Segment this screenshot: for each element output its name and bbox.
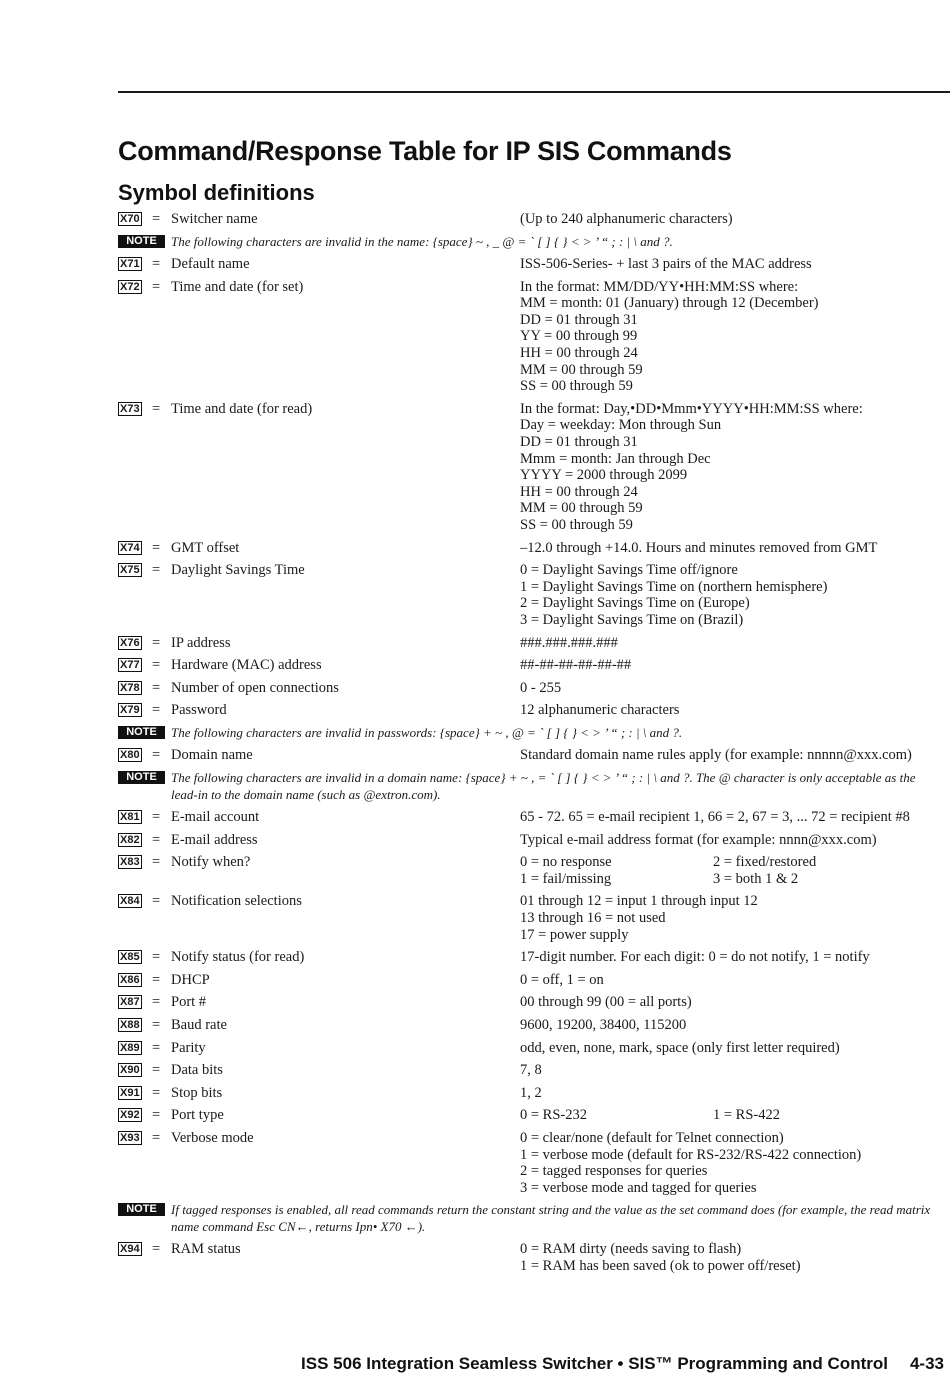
symbol-value	[520, 1241, 938, 1274]
value-line: DD = 01 through 31	[520, 434, 638, 451]
equals-sign: =	[152, 1084, 161, 1101]
value-line: 3 = verbose mode and tagged for queries	[520, 1179, 757, 1196]
symbol-label: Domain name	[171, 747, 253, 764]
symbol-value	[520, 540, 938, 557]
value-line: Day = weekday: Mon through Sun	[520, 417, 722, 434]
symbol-value	[520, 949, 938, 966]
symbol-value	[520, 854, 938, 887]
symbol-key: X94	[120, 1243, 140, 1256]
symbol-key: X80	[120, 749, 140, 762]
symbol-value	[520, 1130, 938, 1196]
value-cell: 1 = RS-422	[713, 1107, 780, 1124]
note-tag: NOTE	[118, 235, 165, 248]
symbol-value	[520, 401, 938, 534]
symbol-row	[118, 1062, 938, 1079]
symbol-value	[520, 1017, 938, 1034]
value-line: 0 = clear/none (default for Telnet connection)	[520, 1129, 784, 1146]
value-cell: 3 = both 1 & 2	[713, 870, 799, 887]
symbol-row	[118, 1017, 938, 1034]
note-text: If tagged responses is enabled, all read commands return the constant string and the value as the set command does (for example, the read matrix name command Esc CN←, returns Ipn• X70 ←).	[171, 1202, 931, 1234]
symbol-value	[520, 635, 938, 652]
value-line: odd, even, none, mark, space (only first letter required)	[520, 1039, 840, 1056]
symbol-key: X89	[120, 1041, 140, 1054]
section-title: Symbol definitions	[118, 180, 315, 205]
equals-sign: =	[152, 1129, 161, 1146]
equals-sign: =	[152, 1241, 161, 1258]
symbol-key: X82	[120, 833, 140, 846]
note-tag: NOTE	[118, 1203, 165, 1216]
symbol-label: Number of open connections	[171, 679, 339, 696]
symbol-key: X70	[120, 213, 140, 225]
symbol-value	[520, 1107, 938, 1124]
value-line: 1 = RAM has been saved (ok to power off/reset)	[520, 1257, 801, 1274]
symbol-label: GMT offset	[171, 539, 240, 556]
symbol-value	[520, 809, 938, 826]
value-line: –12.0 through +14.0. Hours and minutes removed from GMT	[520, 539, 878, 556]
equals-sign: =	[152, 657, 161, 674]
symbol-value	[520, 657, 938, 674]
symbol-row	[118, 279, 938, 395]
value-line: 7, 8	[520, 1062, 542, 1079]
symbol-label: Password	[171, 702, 227, 719]
value-line: MM = 00 through 59	[520, 500, 643, 517]
value-line: 1 = verbose mode (default for RS-232/RS-422 connection)	[520, 1146, 862, 1163]
value-line: SS = 00 through 59	[520, 517, 633, 533]
equals-sign: =	[152, 971, 161, 988]
symbol-row	[118, 972, 938, 989]
value-line: 00 through 99 (00 = all ports)	[520, 994, 692, 1011]
symbol-row	[118, 211, 938, 228]
value-line: 1, 2	[520, 1084, 542, 1101]
symbol-key: X83	[120, 856, 140, 869]
symbol-row	[118, 994, 938, 1011]
symbol-key: X76	[120, 636, 140, 649]
value-line: SS = 00 through 59	[520, 378, 633, 395]
symbol-value	[520, 1040, 938, 1057]
symbol-row	[118, 1040, 938, 1057]
symbol-definitions-list	[118, 211, 938, 1281]
equals-sign: =	[152, 679, 161, 696]
symbol-label: DHCP	[171, 971, 210, 988]
symbol-label: Baud rate	[171, 1016, 227, 1033]
symbol-row	[118, 635, 938, 652]
value-line: 12 alphanumeric characters	[520, 702, 680, 719]
value-line: 3 = Daylight Savings Time on (Brazil)	[520, 611, 744, 628]
page-title: Command/Response Table for IP SIS Commands	[118, 136, 732, 166]
value-line: 1 = Daylight Savings Time on (northern hemisphere)	[520, 578, 828, 595]
value-line: 2 = tagged responses for queries	[520, 1163, 708, 1180]
value-line: DD = 01 through 31	[520, 311, 638, 328]
symbol-row	[118, 680, 938, 697]
note-tag: NOTE	[118, 726, 165, 739]
value-line: 0 = Daylight Savings Time off/ignore	[520, 562, 738, 579]
symbol-value	[520, 279, 938, 395]
value-cell: 0 = no response	[520, 854, 612, 871]
equals-sign: =	[152, 562, 161, 579]
footer-text: ISS 506 Integration Seamless Switcher • SIS™ Programming and Control	[301, 1354, 888, 1373]
value-line: Standard domain name rules apply (for example: nnnnn@xxx.com)	[520, 747, 912, 764]
symbol-row	[118, 809, 938, 826]
symbol-key: X72	[120, 280, 140, 293]
symbol-row	[118, 1241, 938, 1274]
symbol-label: Default name	[171, 256, 250, 273]
value-line: Typical e-mail address format (for example: nnnn@xxx.com)	[520, 831, 877, 848]
value-line	[520, 1107, 938, 1124]
note-tag: NOTE	[118, 771, 165, 784]
equals-sign: =	[152, 1039, 161, 1056]
equals-sign: =	[152, 854, 161, 871]
value-line: MM = month: 01 (January) through 12 (December)	[520, 295, 819, 312]
page-number: 4-33	[909, 1354, 944, 1373]
note-row	[118, 725, 938, 742]
symbol-value	[520, 211, 938, 228]
value-line: ##-##-##-##-##-##	[520, 657, 632, 674]
value-line: 17-digit number. For each digit: 0 = do not notify, 1 = notify	[520, 949, 870, 966]
symbol-row	[118, 562, 938, 628]
value-line: HH = 00 through 24	[520, 483, 638, 500]
symbol-row	[118, 893, 938, 943]
symbol-label: Notification selections	[171, 893, 302, 910]
symbol-label: RAM status	[171, 1241, 241, 1258]
symbol-key: X78	[120, 681, 140, 694]
symbol-key: X75	[120, 564, 140, 577]
value-line: In the format: MM/DD/YY•HH:MM:SS where:	[520, 278, 799, 295]
value-line: In the format: Day,•DD•Mmm•YYYY•HH:MM:SS where:	[520, 400, 863, 417]
symbol-row	[118, 854, 938, 887]
value-cell: 0 = RS-232	[520, 1107, 587, 1124]
equals-sign: =	[152, 256, 161, 273]
note-text: The following characters are invalid in a domain name: {space} + ~ , = ` [ ] { } < > ’ “ ; : | \ and ?. The @ character is only acceptable as the lead-in to the domain name (such as @extron.com).	[171, 770, 916, 802]
symbol-label: Port type	[171, 1107, 224, 1124]
symbol-key: X84	[120, 895, 140, 908]
equals-sign: =	[152, 634, 161, 651]
value-line: YYYY = 2000 through 2099	[520, 467, 688, 484]
equals-sign: =	[152, 1062, 161, 1079]
value-line: (Up to 240 alphanumeric characters)	[520, 211, 733, 227]
symbol-row	[118, 1107, 938, 1124]
symbol-label: E-mail account	[171, 809, 260, 826]
value-line: YY = 00 through 99	[520, 328, 638, 345]
symbol-row	[118, 832, 938, 849]
symbol-value	[520, 893, 938, 943]
equals-sign: =	[152, 747, 161, 764]
symbol-row	[118, 401, 938, 534]
symbol-label: IP address	[171, 634, 231, 651]
symbol-label: Switcher name	[171, 211, 258, 227]
value-line: HH = 00 through 24	[520, 345, 638, 362]
symbol-row	[118, 657, 938, 674]
note-row	[118, 770, 938, 803]
value-line: 65 - 72. 65 = e-mail recipient 1, 66 = 2, 67 = 3, ... 72 = recipient #8	[520, 809, 910, 826]
symbol-label: Data bits	[171, 1062, 223, 1079]
equals-sign: =	[152, 400, 161, 417]
equals-sign: =	[152, 211, 161, 227]
value-line: 0 = off, 1 = on	[520, 971, 604, 988]
equals-sign: =	[152, 809, 161, 826]
symbol-value	[520, 562, 938, 628]
symbol-key: X93	[120, 1131, 140, 1144]
note-text: The following characters are invalid in the name: {space} ~ , _ @ = ` [ ] { } < > ’ “ ; : | \ and ?.	[171, 233, 673, 249]
equals-sign: =	[152, 539, 161, 556]
note-row	[118, 234, 938, 251]
symbol-value	[520, 747, 938, 764]
symbol-key: X88	[120, 1018, 140, 1031]
symbol-label: Parity	[171, 1039, 206, 1056]
symbol-value	[520, 832, 938, 849]
symbol-label: Port #	[171, 994, 207, 1011]
symbol-key: X81	[120, 811, 140, 824]
symbol-label: Stop bits	[171, 1084, 223, 1101]
note-row	[118, 1202, 938, 1235]
value-line: ###.###.###.###	[520, 634, 618, 651]
symbol-label: Time and date (for read)	[171, 400, 313, 417]
symbol-value	[520, 256, 938, 273]
value-line: Mmm = month: Jan through Dec	[520, 450, 711, 467]
equals-sign: =	[152, 994, 161, 1011]
value-line: 0 - 255	[520, 679, 562, 696]
symbol-label: Verbose mode	[171, 1129, 254, 1146]
value-cell: 2 = fixed/restored	[713, 854, 817, 871]
top-rule	[118, 91, 950, 93]
value-line	[520, 854, 938, 871]
page-footer	[0, 1354, 944, 1374]
symbol-label: Hardware (MAC) address	[171, 657, 322, 674]
symbol-value	[520, 1062, 938, 1079]
equals-sign: =	[152, 831, 161, 848]
symbol-key: X77	[120, 659, 140, 672]
symbol-key: X85	[120, 951, 140, 964]
symbol-value	[520, 1085, 938, 1102]
symbol-row	[118, 702, 938, 719]
value-line: 17 = power supply	[520, 926, 629, 943]
value-cell: 1 = fail/missing	[520, 870, 612, 887]
symbol-key: X79	[120, 704, 140, 717]
equals-sign: =	[152, 893, 161, 910]
symbol-key: X86	[120, 973, 140, 986]
equals-sign: =	[152, 1016, 161, 1033]
equals-sign: =	[152, 702, 161, 719]
symbol-key: X74	[120, 541, 140, 554]
equals-sign: =	[152, 1107, 161, 1124]
note-text: The following characters are invalid in passwords: {space} + ~ , @ = ` [ ] { } < > ’ “ ; : | \ and ?.	[171, 724, 683, 740]
symbol-label: E-mail address	[171, 831, 258, 848]
symbol-key: X92	[120, 1109, 140, 1122]
symbol-value	[520, 702, 938, 719]
value-line: ISS-506-Series- + last 3 pairs of the MAC address	[520, 256, 812, 273]
symbol-value	[520, 680, 938, 697]
value-line	[520, 871, 938, 888]
symbol-row	[118, 540, 938, 557]
value-line: 2 = Daylight Savings Time on (Europe)	[520, 595, 750, 612]
symbol-key: X90	[120, 1064, 140, 1077]
symbol-row	[118, 256, 938, 273]
equals-sign: =	[152, 949, 161, 966]
symbol-label: Daylight Savings Time	[171, 562, 305, 579]
symbol-key: X73	[120, 402, 140, 415]
symbol-row	[118, 747, 938, 764]
value-line: 01 through 12 = input 1 through input 12	[520, 893, 758, 910]
value-line: MM = 00 through 59	[520, 361, 643, 378]
symbol-label: Notify when?	[171, 854, 251, 871]
equals-sign: =	[152, 278, 161, 295]
symbol-row	[118, 1130, 938, 1196]
value-line: 13 through 16 = not used	[520, 910, 666, 926]
symbol-row	[118, 949, 938, 966]
symbol-label: Time and date (for set)	[171, 278, 304, 295]
symbol-key: X91	[120, 1086, 140, 1099]
symbol-key: X71	[120, 258, 140, 271]
symbol-label: Notify status (for read)	[171, 949, 305, 966]
symbol-value	[520, 972, 938, 989]
symbol-key: X87	[120, 996, 140, 1009]
symbol-row	[118, 1085, 938, 1102]
value-line: 9600, 19200, 38400, 115200	[520, 1016, 687, 1033]
value-line: 0 = RAM dirty (needs saving to flash)	[520, 1241, 742, 1258]
symbol-value	[520, 994, 938, 1011]
